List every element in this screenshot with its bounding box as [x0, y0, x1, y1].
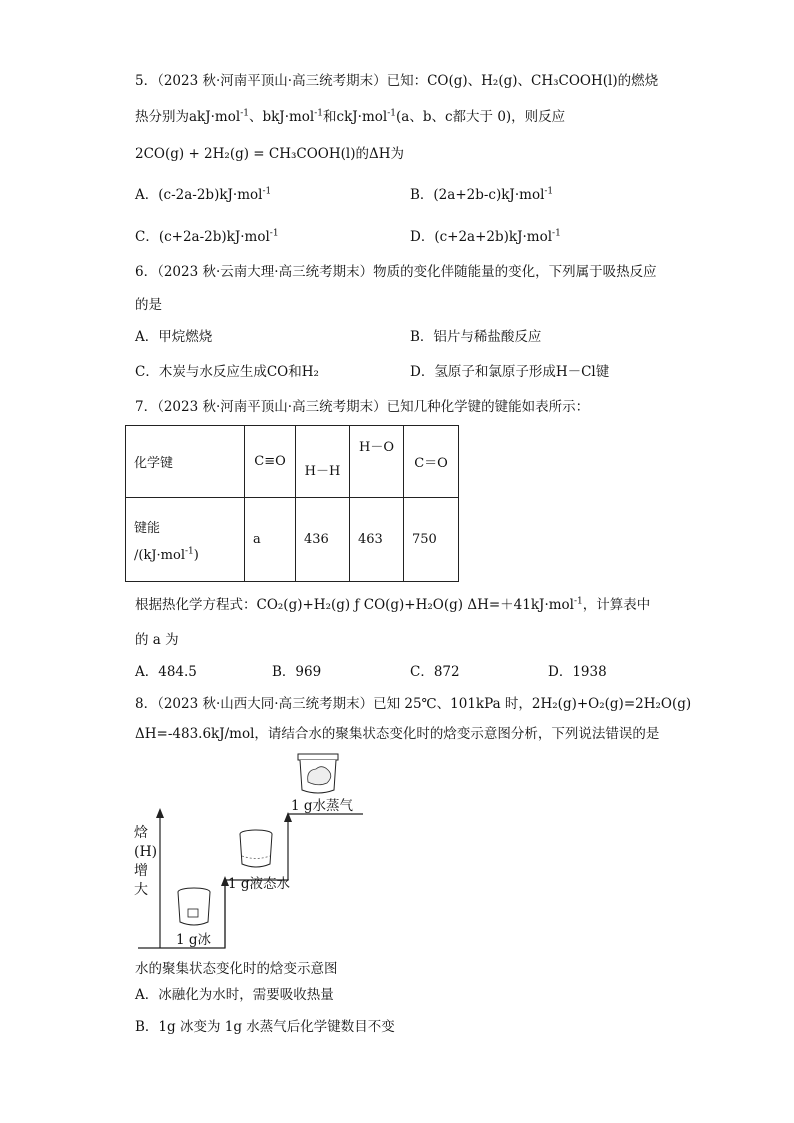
- q5-heat-b: 、bkJ·mol: [248, 109, 315, 125]
- table-value-row: [126, 498, 459, 582]
- liquid-label: 1 g液态水: [228, 876, 291, 892]
- q5-option-b-sup: -1: [544, 186, 554, 197]
- q8-stem-line2: ΔH=-483.6kJ/mol，请结合水的聚集状态变化时的焓变示意图分析，下列说法错误的是: [135, 726, 660, 742]
- q8-option-b[interactable]: B．1g 冰变为 1g 水蒸气后化学键数目不变: [135, 1019, 395, 1035]
- q6-option-d[interactable]: D．氢原子和氯原子形成H－Cl键: [410, 364, 610, 380]
- q8-option-a[interactable]: A．冰融化为水时，需要吸收热量: [135, 987, 334, 1003]
- table-cell-co-double: 750: [404, 498, 459, 582]
- q6-stem-line2: 的是: [135, 297, 162, 313]
- unit-text: /(kJ·mol: [134, 547, 185, 563]
- q7-stem-line3: 的 a 为: [135, 632, 179, 648]
- table-header-row: [126, 426, 459, 498]
- axis-label-1: 焓: [134, 825, 148, 841]
- q5-stem-line2: [135, 108, 565, 126]
- q5-stem-line1: 5．（2023 秋·河南平顶山·高三统考期末）已知：CO(g)、H₂(g)、CH₃COOH(l)的燃烧: [135, 73, 659, 89]
- q5-option-c[interactable]: [135, 228, 279, 246]
- q7-option-c[interactable]: C．872: [410, 664, 460, 680]
- q5-reaction: 2CO(g) + 2H₂(g) = CH₃COOH(l)的ΔH为: [135, 146, 405, 162]
- vapor-beaker-icon: [298, 754, 338, 793]
- q7-option-d[interactable]: D．1938: [548, 664, 607, 680]
- q7-equation-tail: ，计算表中: [582, 597, 651, 613]
- enthalpy-diagram-svg: [128, 752, 408, 957]
- q6-option-c[interactable]: C．木炭与水反应生成CO和H₂: [135, 364, 319, 380]
- q7-option-a[interactable]: A．484.5: [135, 664, 197, 680]
- table-row-label: [126, 498, 245, 582]
- q5-heat-a: 热分别为akJ·mol: [135, 109, 241, 125]
- q5-heat-c: 和ckJ·mol: [323, 109, 388, 125]
- q8-stem-line1: 8．（2023 秋·山西大同·高三统考期末）已知 25℃、101kPa 时，2H₂(g)+O₂(g)=2H₂O(g): [135, 696, 692, 712]
- q5-option-d-sup: -1: [552, 228, 561, 239]
- table-header-bond: 化学键: [126, 426, 245, 498]
- axis-label-4: 大: [134, 882, 148, 898]
- axis-label: [134, 824, 157, 900]
- axis-label-3: 增: [134, 863, 148, 879]
- q7-option-b[interactable]: B．969: [272, 664, 322, 680]
- ice-label: 1 g冰: [176, 932, 212, 948]
- q5-option-c-sup: -1: [269, 228, 279, 239]
- q7-equation-sup: -1: [573, 596, 583, 607]
- q6-option-b[interactable]: B．铝片与稀盐酸反应: [410, 329, 542, 345]
- table-cell-hh: 436: [296, 498, 350, 582]
- table-cell-co-triple: a: [245, 498, 296, 582]
- q7-stem-line1: 7．（2023 秋·河南平顶山·高三统考期末）已知几种化学键的键能如表所示：: [135, 399, 590, 415]
- diagram-caption: 水的聚集状态变化时的焓变示意图: [135, 961, 338, 977]
- q7-stem-line2: [135, 596, 650, 614]
- q5-option-b[interactable]: [410, 186, 553, 204]
- ice-beaker-icon: [178, 888, 210, 925]
- q5-option-d[interactable]: [410, 228, 561, 246]
- unit-sup: -1: [184, 546, 194, 557]
- liquid-beaker-icon: [240, 830, 272, 867]
- enthalpy-diagram: [128, 752, 408, 957]
- q7-equation: 根据热化学方程式：CO₂(g)+H₂(g) ƒ CO(g)+H₂O(g) ΔH=＋41kJ·mol: [135, 597, 574, 613]
- table-header-hh: H－H: [296, 426, 350, 498]
- axis-arrow: [156, 808, 164, 818]
- axis-label-2: (H): [134, 844, 158, 860]
- vapor-label: 1 g水蒸气: [291, 798, 354, 814]
- q6-stem-line1: 6．（2023 秋·云南大理·高三统考期末）物质的变化伴随能量的变化，下列属于吸热反应: [135, 264, 657, 280]
- q5-option-c-text: C．(c+2a-2b)kJ·mol: [135, 229, 270, 245]
- q5-sup-1: -1: [240, 108, 249, 119]
- q5-sup-3: -1: [387, 108, 397, 119]
- q6-option-a[interactable]: A．甲烷燃烧: [135, 329, 213, 345]
- table-row-label-unit: [134, 548, 236, 563]
- table-cell-ho: 463: [350, 498, 404, 582]
- q5-sup-2: -1: [314, 108, 324, 119]
- bond-energy-table: [125, 425, 459, 582]
- table-header-co-double: C＝O: [404, 426, 459, 498]
- q5-option-a[interactable]: [135, 186, 271, 204]
- table-header-ho: H－O: [350, 426, 404, 498]
- unit-close: ): [193, 547, 199, 563]
- q5-condition: (a、b、c都大于 0)，则反应: [396, 109, 566, 125]
- table-header-co-triple: C≡O: [245, 426, 296, 498]
- q5-option-a-text: A．(c-2a-2b)kJ·mol: [135, 187, 263, 203]
- table-row-label-energy: 键能: [134, 520, 161, 536]
- q5-option-d-text: D．(c+2a+2b)kJ·mol: [410, 229, 553, 245]
- q5-option-b-text: B．(2a+2b-c)kJ·mol: [410, 187, 545, 203]
- q5-option-a-sup: -1: [262, 186, 272, 197]
